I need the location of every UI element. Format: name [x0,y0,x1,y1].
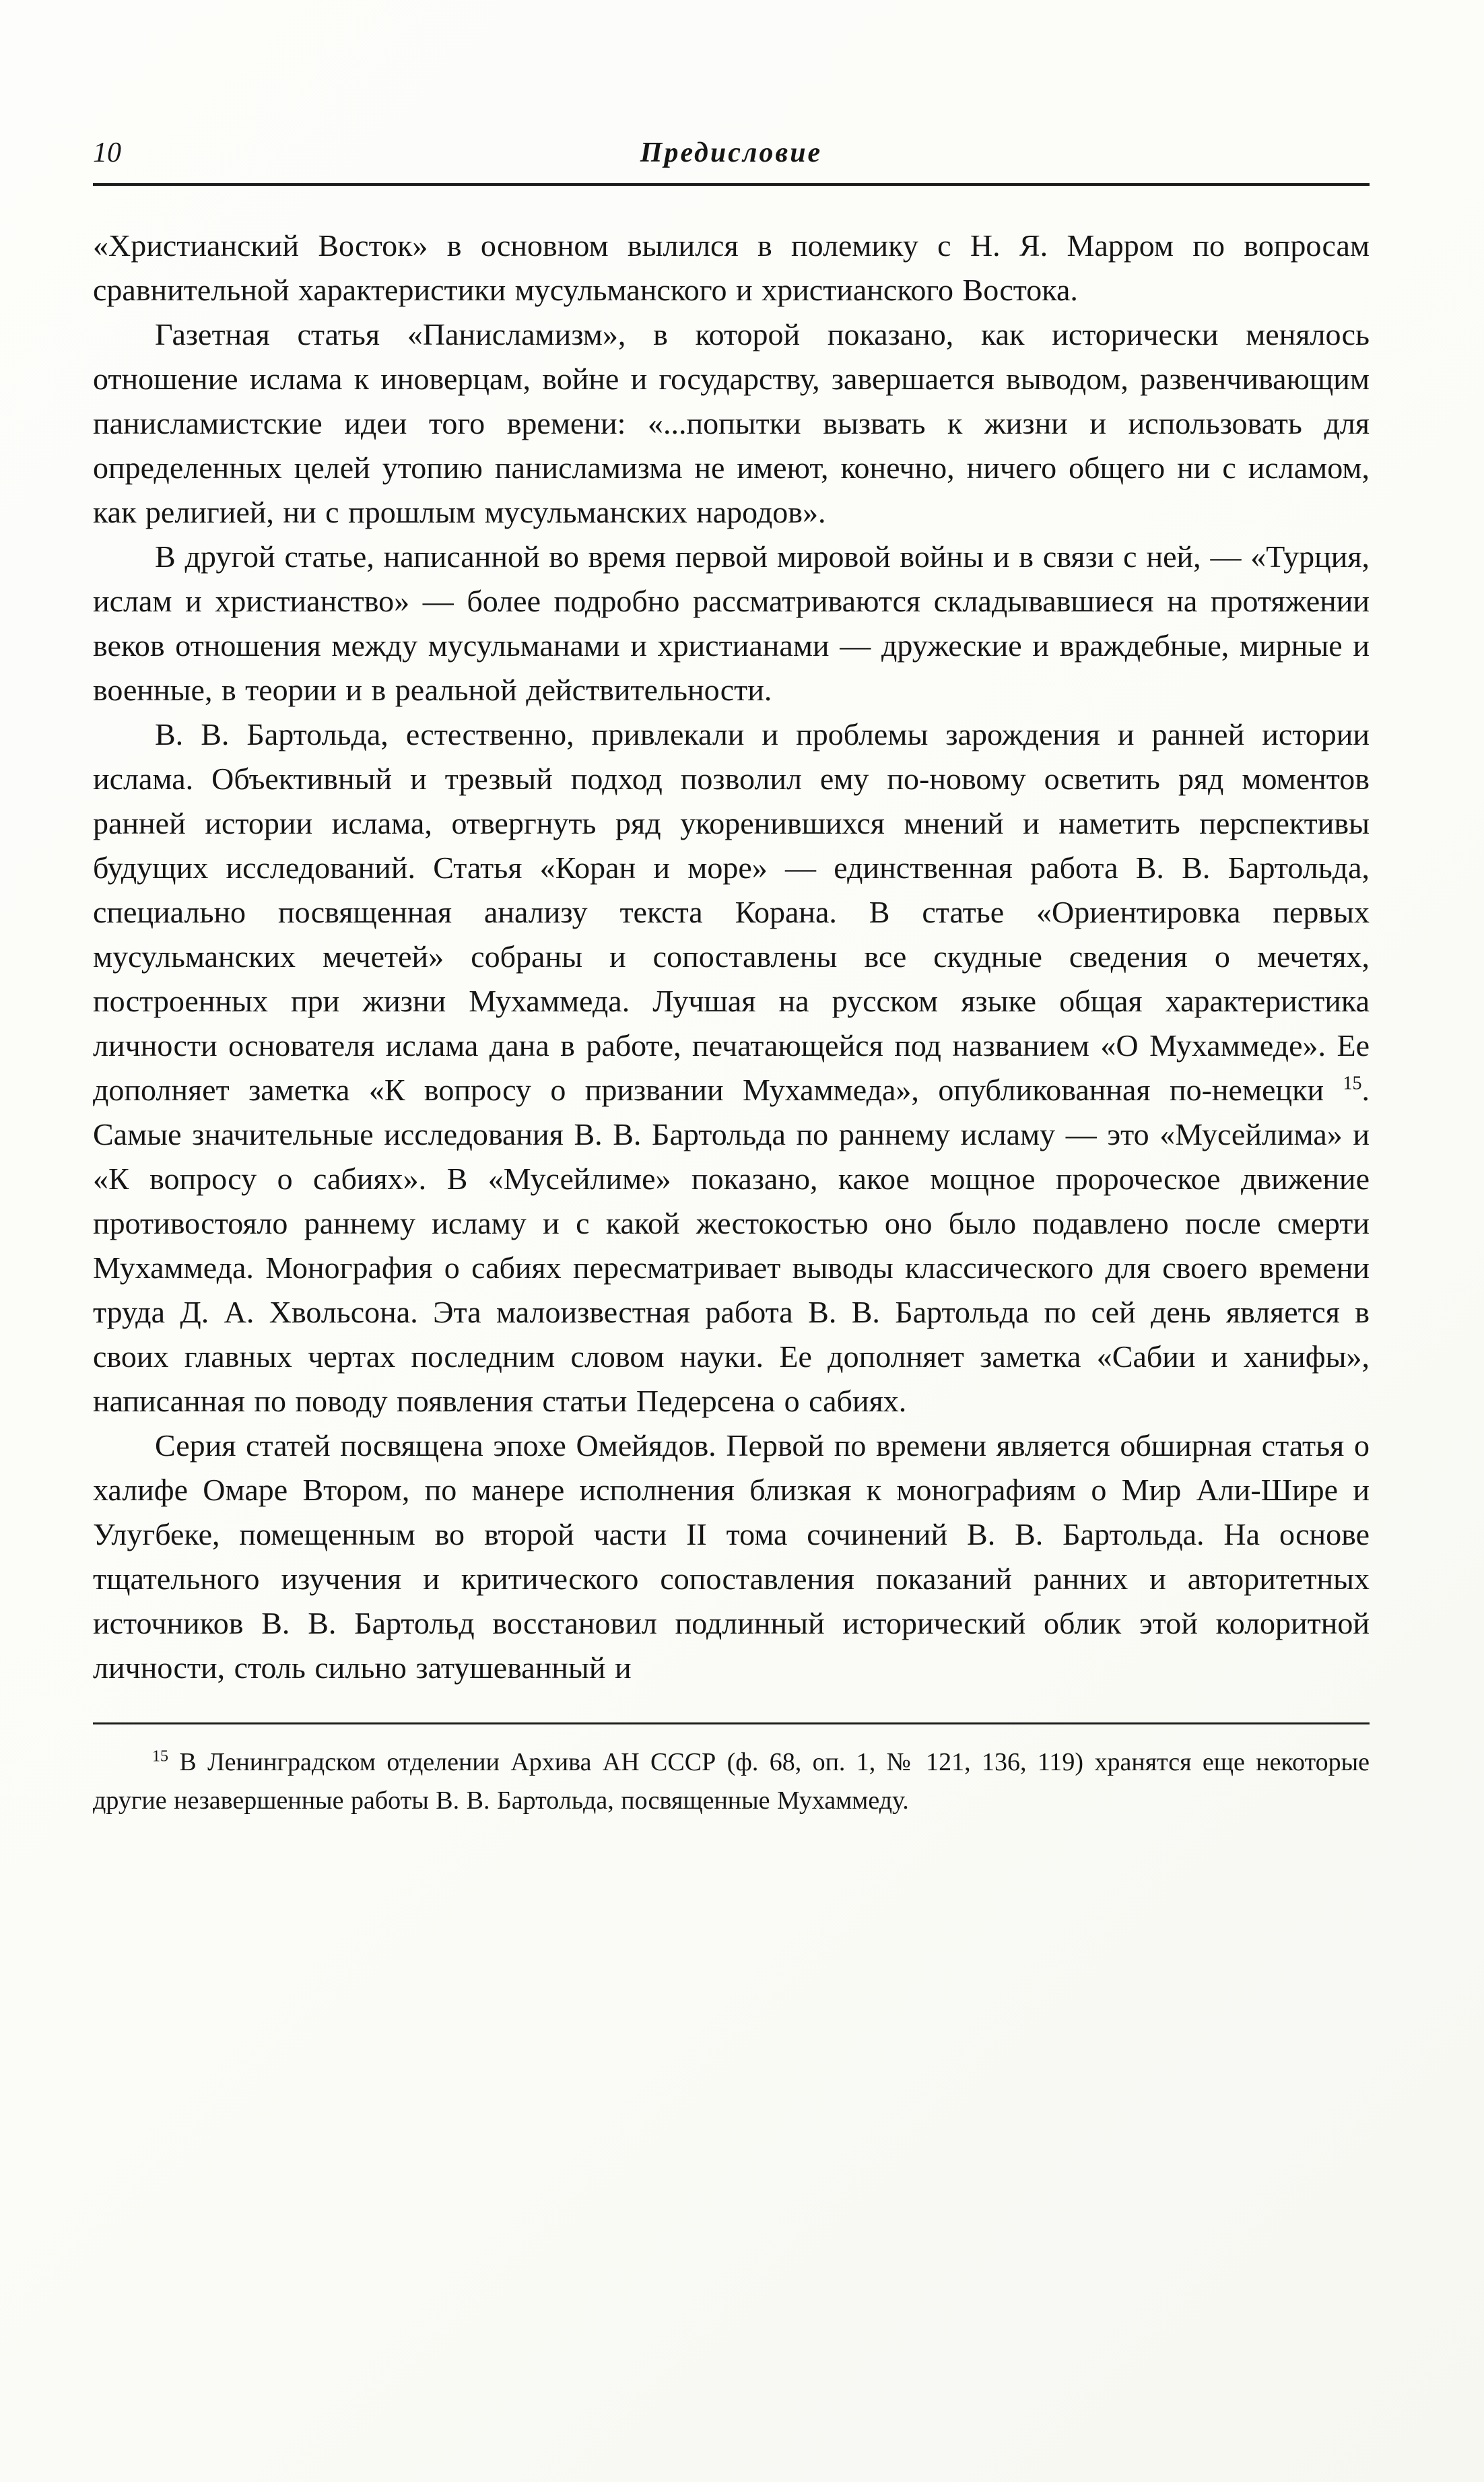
paragraph-4-text-after-ref: . Самые значительные исследования В. В. Бартольда по раннему исламу — это «Мусейлима» и «К вопросу о сабиях». В «Мусейлиме» показано, какое мощное пророческое движение противостояло раннему исламу и с какой жестокостью оно было подавлено после смерти Мухаммеда. Монография о сабиях пересматривает выводы классического для своего времени труда Д. А. Хвольсона. Эта малоизвестная работа В. В. Бартольда по сей день является в своих главных чертах последним словом науки. Ее дополняет заметка «Сабии и ханифы», написанная по поводу появления статьи Педерсена о сабиях. [93,1073,1370,1418]
footnote-rule [93,1722,1370,1724]
page-header [93,128,1370,167]
header-rule [93,183,1370,186]
paragraph-1: «Христианский Восток» в основном вылился в полемику с Н. Я. Марром по вопросам сравнительной характеристики мусульманского и христианского Востока. [93,228,1370,307]
page-number: 10 [93,137,121,168]
footnote-reference: 15 [1343,1073,1362,1094]
footnote-text: В Ленинградском отделении Архива АН СССР (ф. 68, оп. 1, № 121, 136, 119) хранятся еще некоторые другие незавершенные работы В. В. Бартольда, посвященные Мухаммеду. [93,1748,1370,1815]
paragraph-4 [93,712,1370,1423]
paragraph-3: В другой статье, написанной во время первой мировой войны и в связи с ней, — «Турция, ислам и христианство» — более подробно рассматриваются складывавшиеся на протяжении веков отношения между мусульманами и христианами — дружеские и враждебные, мирные и военные, в теории и в реальной действительности. [93,539,1370,707]
paragraph-4-text-before-ref: В. В. Бартольда, естественно, привлекали и проблемы зарождения и ранней истории ислама. Объективный и трезвый подход позволил ему по-новому осветить ряд моментов ранней истории ислама, отвергнуть ряд укоренившихся мнений и наметить перспективы будущих исследований. Статья «Коран и море» — единственная работа В. В. Бартольда, специально посвященная анализу текста Корана. В статье «Ориентировка первых мусульманских мечетей» собраны и сопоставлены все скудные сведения о мечетях, построенных при жизни Мухаммеда. Лучшая на русском языке общая характеристика личности основателя ислама дана в работе, печатающейся под названием «О Мухаммеде». Ее дополняет заметка «К вопросу о призвании Мухаммеда», опубликованная по-немецки [93,717,1370,1107]
footnote-marker: 15 [152,1747,168,1766]
paragraph-5: Серия статей посвящена эпохе Омейядов. Первой по времени является обширная статья о халифе Омаре Втором, по манере исполнения близкая к монографиям о Мир Али-Шире и Улугбеке, помещенным во второй части II тома сочинений В. В. Бартольда. На основе тщательного изучения и критического сопоставления показаний ранних и авторитетных источников В. В. Бартольд восстановил подлинный исторический облик этой колоритной личности, столь сильно затушеванный и [93,1428,1370,1685]
footnote [93,1743,1370,1820]
page-body [93,224,1370,1690]
footnote-area [93,1722,1370,1820]
running-title: Предисловие [640,137,823,168]
paragraph-2: Газетная статья «Панисламизм», в которой показано, как исторически менялось отношение ислама к иноверцам, войне и государству, завершается выводом, развенчивающим панисламистские идеи того времени: «...попытки вызвать к жизни и использовать для определенных целей утопию панисламизма не имеют, конечно, ничего общего ни с исламом, как религией, ни с прошлым мусульманских народов». [93,317,1370,529]
